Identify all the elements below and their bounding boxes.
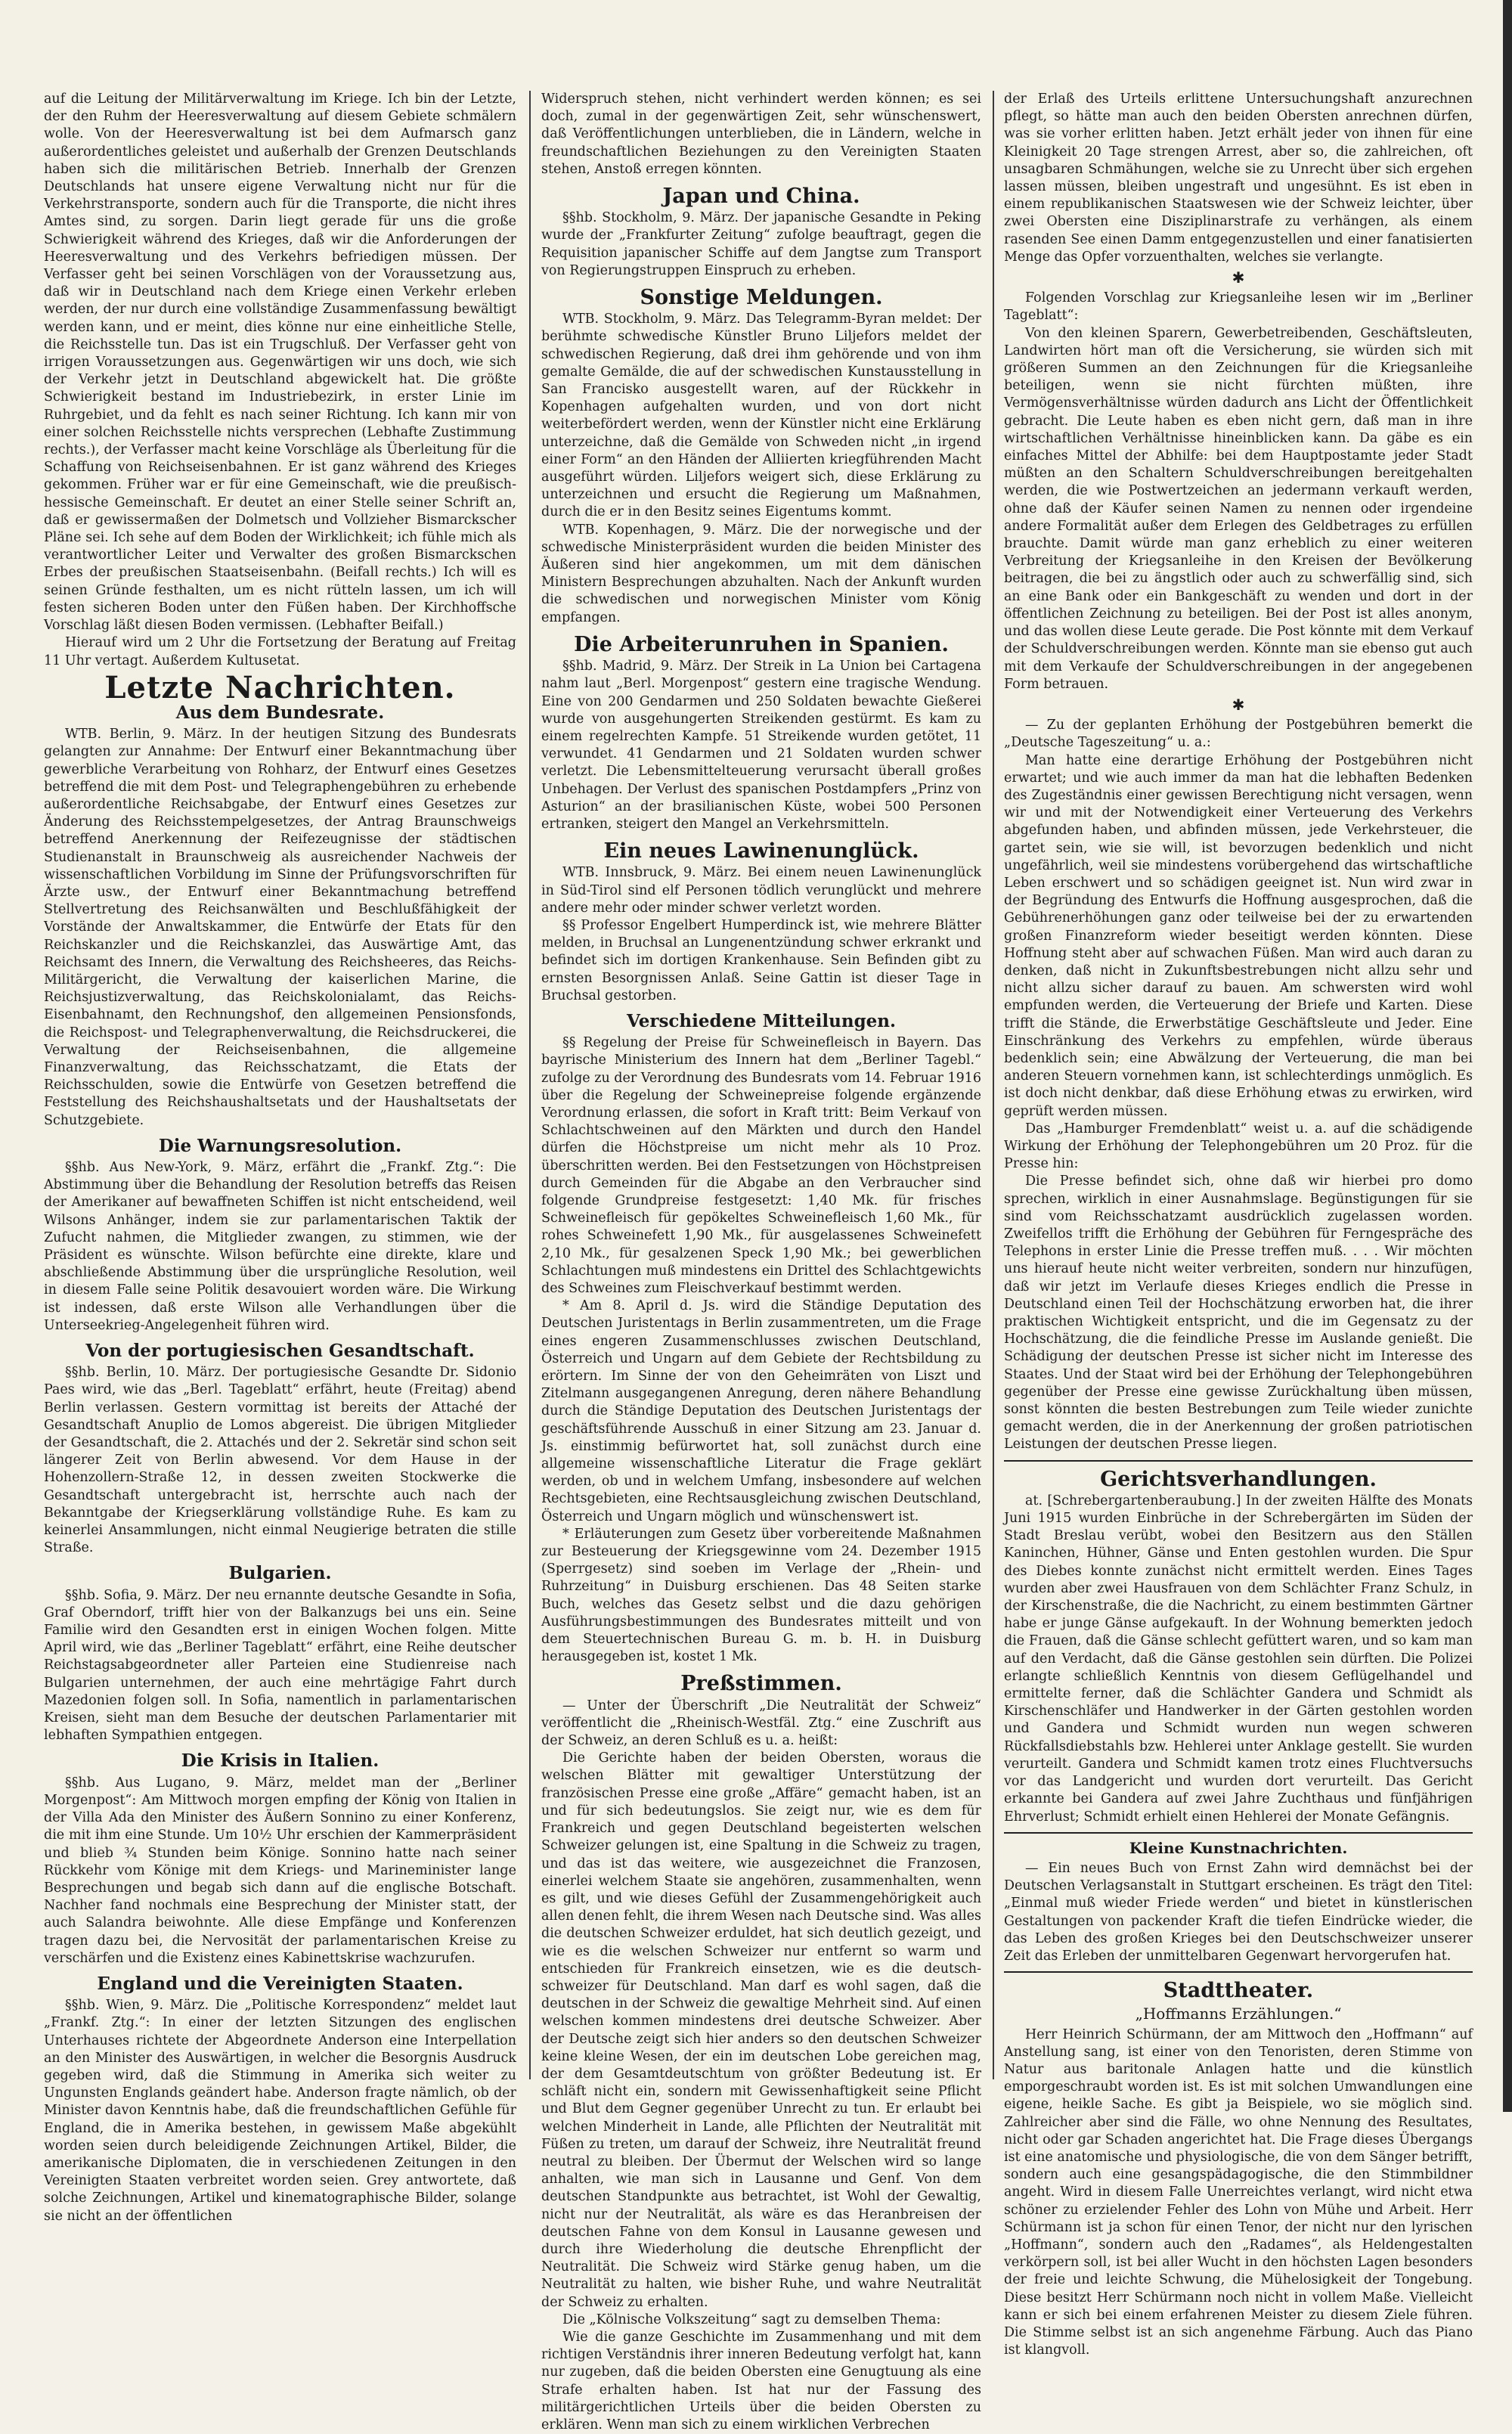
headline-pressstimmen: Preßstimmen. bbox=[680, 1672, 842, 1696]
article-paragraph: Die Presse befindet sich, ohne daß wir hierbei pro domo sprechen, wirklich in einer Ausnahmslage. Begünstigungen für sie sind vom Reichsschatzamt ausdrücklich zugelassen worden. Zweifellos trifft die Erhöhung der Gebühren für Ferngespräche des Telephons in erster Linie die Presse treffen muß. . . . Wir möchten uns hierauf heute nicht weiter verbreiten, sondern nur hinzufügen, daß wir jetzt im Verlaufe dieses Krieges endlich die Presse in Deutschland einen Teil der Hochschätzung erworben hat, die ihrer praktischen Wichtigkeit entspricht, und die im Gegensatz zu der Hochschätzung, die die feindliche Presse im Auslande genießt. Die Schädigung der deutschen Presse ist sicher nicht im Interesse des Staates. Und der Staat wird bei der Erhöhung der Telephongebühren gegenüber der Presse eine gewisse Zurückhaltung üben müssen, sonst könnten die besten Bestrebungen zum Teile wieder zunichte gemacht werden, die in der Anerkennung der großen patriotischen Leistungen der deutschen Presse liegen. bbox=[1004, 1174, 1473, 1453]
article-paragraph: auf die Leitung der Militärverwaltung im Kriege. Ich bin der Letzte, der den Ruhm der Heeresverwaltung auf diesem Gebiete schmälern wolle. Von der Heeresverwaltung ist bei dem Aufmarsch ganz außerordentliches geleistet und außerhalb der Grenzen Deutschlands haben sich die militärischen Betrieb. Innerhalb der Grenzen Deutschlands hat unsere eigene Verwaltung nicht nur für die Verkehrstransporte, sondern auch für die Transporte, die nicht ihres Amtes sind, zu sorgen. Darin liegt gerade für uns die große Schwierigkeit während des Krieges, daß wir die Anforderungen der Heeresverwaltung und des Verkehrs befriedigen müssen. Der Verfasser geht bei seinen Vorschlägen von der Voraussetzung aus, daß wir in Deutschland nach dem Kriege einen Verkehr erleben werden, der nur durch eine vollständige Zusammenfassung bewältigt werden kann, und er meint, dies könne nur eine einheitliche Stelle, die Reichsstelle tun. Das ist ein Trugschluß. Der Verfasser geht von irrigen Voraussetzungen aus. Gegenwärtigen wir uns doch, wie sich der Verkehr jetzt in Deutschland abgewickelt hat. Die größte Schwierigkeit bestand im Industriebezirk, in erster Linie im Ruhrgebiet, und da fehlt es nach seiner Richtung. Ich kann mir von einer solchen Reichsstelle nichts versprechen (Lebhafte Zustimmung rechts.), der Verfasser macht keine Vorschläge als Überleitung für die Schaffung von Reichseisenbahnen. Er ist ganz während des Krieges gekommen. Früher war er für eine Gemeinschaft, wie die preußisch-hessische Gemeinschaft. Er deutet an einer Stelle seiner Schrift an, daß er gewissermaßen der Dolmetsch und Vollzieher Bismarckscher Pläne sei. Ich sehe auf dem Boden der Wirklichkeit; ich fühle mich als verantwortlicher Leiter und Verwalter des großen Bismarckschen Erbes der preußischen Staatseisenbahn. (Beifall rechts.) Ich will es seinen Gründe festhalten, um es nicht rütteln lassen, um ich will festen sicheren Boden unter den Füßen haben. Der Kirchhoffsche Vorschlag läßt diesen Boden vermissen. (Lebhafter Beifall.) bbox=[44, 91, 516, 634]
article-paragraph: §§hb. Aus Lugano, 9. März, meldet man der „Berliner Morgenpost“: Am Mittwoch morgen empfing der König von Italien in der Villa Ada den Minister des Äußern Sonnino zu einer Konferenz, die mit ihm eine Stunde. Um 10½ Uhr erschien der Kammerpräsident und blieb ¾ Stunden beim Könige. Sonnino hatte nach seiner Rückkehr vom Könige mit dem Kriegs- und Marineminister lange Besprechungen und begab sich dann auf die englische Botschaft. Nachher fand nochmals eine Besprechung der Minister statt, der auch Salandra beiwohnte. Alle diese Empfänge und Konferenzen tragen dazu bei, die Nervosität der parlamentarischen Kreise zu verschärfen und die Existenz eines Kabinettskrise wachzurufen. bbox=[44, 1775, 516, 1966]
article-paragraph: Wie die ganze Geschichte im Zusammenhang und mit dem richtigen Verständnis ihrer inneren Bedeutung verfolgt hat, kann nur zugeben, daß die beiden Obersten eine Genugtuung als eine Strafe erhalten haben. Ist hat nur der Fassung des militärgerichtlichen Urteils über die beiden Obersten zu erklären. Wenn man sich zu einem wirklichen Verbrechen bbox=[541, 2329, 981, 2432]
headline-portugiesische-gesandtschaft: Von der portugiesischen Gesandtschaft. bbox=[85, 1341, 475, 1362]
article-paragraph: §§hb. Stockholm, 9. März. Der japanische Gesandte in Peking wurde der „Frankfurter Zeitung“ zufolge beauftragt, gegen die Requisition japanischer Schiffe auf dem Jangtse zum Transport von Regierungstruppen Einspruch zu erheben. bbox=[541, 210, 981, 278]
article-paragraph: — Ein neues Buch von Ernst Zahn wird demnächst bei der Deutschen Verlagsanstalt in Stuttgart erscheinen. Es trägt den Titel: „Einmal muß wieder Friede werden“ und bietet in künstlerischen Gestaltungen von packender Kraft die tiefen Eindrücke wieder, die das Leben des großen Krieges bei den Deutschschweizer unserer Zeit das Erleben der unmittelbaren Gegenwart hervorgerufen hat. bbox=[1004, 1860, 1473, 1964]
headline-verschiedene-mitteilungen: Verschiedene Mitteilungen. bbox=[626, 1010, 897, 1031]
subheadline-hoffmanns-erzaehlungen: „Hoffmanns Erzählungen.“ bbox=[1135, 2005, 1342, 2023]
headline-krisis-italien: Die Krisis in Italien. bbox=[181, 1750, 380, 1772]
article-paragraph: Die Gerichte haben der beiden Obersten, woraus die welschen Blätter mit gewaltiger Unterstützung der französischen Presse eine große „Affäre“ gemacht haben, ist an und für sich bedeutungslos. Sie zeigt nur, wie es dem für Frankreich und gegen Deutschland begeisterten welschen Schweizer gelungen ist, eine Spaltung in die Schweiz zu tragen, und das ist das weitere, wie ausgezeichnet die Franzosen, einerlei welchem Staate sie angehören, zusammenhalten, wenn es gilt, und wie dieses Gefühl der Zusammengehörigkeit auch allen denen fehlt, die ihrem Wesen nach Deutsche sind. Was alles die deutschen Schweizer erduldet, hat sich deutlich gezeigt, und wie es die welschen Schweizer nur entfernt so warm und entschieden für Frankreich einsetzen, wie es die deutsch-schweizer für Deutschland. Man darf es wohl sagen, daß die deutschen in der Schweiz die gewaltige Mehrheit sind. Auf einen welschen kommen mindestens drei deutsche Schweizer. Aber der Deutsche zeigt sich hier anders so den deutschen Schweizer keine kleine Wesen, der ein im deutschen Lobe gereichen mag, der dem Gesamtdeutschtum von größter Bedeutung ist. Er schläft nicht ein, sondern mit Gewissenhaftigkeit seine Pflicht und Blut dem Gegner gegenüber Unrecht zu tun. Er erlaubt bei welchen Minderheit in Lande, alle Pflichten der Neutralität mit Füßen zu treten, um darauf der Schweiz, ihre Neutralität freund neutral zu bleiben. Der Übermut der Welschen wird so lange anhalten, wie man sich in Lausanne und Genf. Von dem deutschen Standpunkte aus betrachtet, ist Wohl der Gewaltig, nicht nur der Neutralität, als wäre es das Heranbreisen der deutschen Fahne von dem Konsul in Lausanne gewesen und durch ihre Wiederholung die deutsche Ehrenpflicht der Neutralität. Die Schweiz wird Stärke genug haben, um die Neutralität zu halten, wie bisher Ruhe, und wahre Neutralität der Schweiz zu erhalten. bbox=[541, 1750, 981, 2310]
article-paragraph: — Unter der Überschrift „Die Neutralität der Schweiz“ veröffentlicht die „Rheinisch-Westfäl. Ztg.“ eine Zuschrift aus der Schweiz, an deren Schluß es u. a. heißt: bbox=[541, 1698, 981, 1749]
headline-gerichtsverhandlungen: Gerichtsverhandlungen. bbox=[1100, 1467, 1377, 1491]
article-paragraph: Man hatte eine derartige Erhöhung der Postgebühren nicht erwartet; und wie auch immer da man hat die lebhaften Bedenken des Zugeständnis einer gewissen Berechtigung nicht versagen, wenn wir und mit der Notwendigkeit einer Verteuerung des Verkehrs abgefunden haben, und abfinden müssen, jede Verkehrsteuer, die gartet sein, wie sie will, ist bevorzugen bedenklich und nicht ungefährlich, weil sie mindestens vorübergehend das wirtschaftliche Leben erschwert und so schädigen geeignet ist. Nun wird zwar in der Begründung des Entwurfs die Hoffnung ausgesprochen, daß die Gebührenerhöhungen ganz oder teilweise bei der zu erwartenden großen Finanzreform wieder beseitigt werden könnten. Diese Hoffnung steht aber auf schwachen Füßen. Man wird auch daran zu denken, daß nicht in Zukunftsbestrebungen nicht allzu sehr und nicht allzu sicher darauf zu bauen. Am schwersten wird wohl empfunden werden, die Verteuerung der Briefe und Karten. Diese trifft die Stände, die Erwerbstätige Geschäftsleute und Jeder. Eine Einschränkung des Verkehrs zu empfehlen, würde überaus bedenklich sein; eine Abwälzung der Verteuerung, die man bei anderen Steuern vornehmen kann, ist schlechterdings unmöglich. Es ist doch nicht denkbar, daß diese Erhöhung etwas zu erwirken, wird geprüft werden müssen. bbox=[1004, 752, 1473, 1119]
article-paragraph: Widerspruch stehen, nicht verhindert werden können; es sei doch, zumal in der gegenwärtigen Zeit, sehr wünschenswert, daß Veröffentlichungen unterblieben, die in Ländern, welche in freundschaftlichen Beziehungen zu den Vereinigten Staaten stehen, Anstoß erregen könnten. bbox=[541, 91, 981, 177]
headline-kleine-kunstnachrichten: Kleine Kunstnachrichten. bbox=[1129, 1838, 1348, 1857]
headline-stadttheater: Stadttheater. bbox=[1163, 1979, 1314, 2003]
article-paragraph: * Erläuterungen zum Gesetz über vorbereitende Maßnahmen zur Besteuerung der Kriegsgewinne vom 24. Dezember 1915 (Sperrgesetz) sind soeben im Verlage der „Rhein- und Ruhrzeitung“ in Duisburg erschienen. Das 48 Seiten starke Buch, welches das Gesetz selbst und die dazu gehörigen Ausführungsbestimmungen des Bundesrates mitteilt und von dem Steuertechnischen Bureau G. m. b. H. in Duisburg herausgegeben ist, kostet 1 Mk. bbox=[541, 1526, 981, 1665]
headline-japan-china: Japan und China. bbox=[662, 184, 860, 209]
article-paragraph: §§hb. Berlin, 10. März. Der portugiesische Gesandte Dr. Sidonio Paes wird, wie das „Berl. Tageblatt“ erfährt, heute (Freitag) abend Berlin verlassen. Gestern vormittag ist bereits der Attaché der Gesandtschaft Anuplio de Lomos abgereist. Die übrigen Mitglieder der Gesandtschaft, die 2. Attachés und der 2. Sekretär sind schon seit längerer Zeit von Berlin abwesend. Vor dem Hause in der Hohenzollern-Straße 12, in dessen zweiten Stockwerke die Gesandtschaft untergebracht ist, herrschte auch nach der Bekanntgabe der Kriegserklärung vollständige Ruhe. Es kam zu keinerlei Ansammlungen, nicht einmal Neugierige betraten die stille Straße. bbox=[44, 1365, 516, 1556]
column-divider bbox=[529, 91, 531, 2079]
article-paragraph: Das „Hamburger Fremdenblatt“ weist u. a. auf die schädigende Wirkung der Erhöhung der Telephongebühren um 20 Proz. für die Presse hin: bbox=[1004, 1121, 1473, 1172]
article-paragraph: at. [Schrebergartenberaubung.] In der zweiten Hälfte des Monats Juni 1915 wurden Einbrüche in der Schrebergärten im Süden der Stadt Breslau verübt, wobei den Besitzern aus den Ställen Kaninchen, Hühner, Gänse und Enten gestohlen wurden. Die Spur des Diebes konnte zunächst nicht ermittelt werden. Eines Tages wurden aber zwei Hausfrauen von dem Schlächter Franz Schulz, in der Kirschenstraße, die die Nachricht, zu einem bestimmten Gärtner habe er junge Gänse aufgekauft. In der Wohnung bemerkten jedoch die Frauen, daß die Gänse schlecht gefüttert waren, und so kam man auf den Verdacht, daß die Gänse gestohlen sein dürften. Die Polizei erlangte schließlich Kenntnis von diesem Geflügelhandel und ermittelte ferner, daß die Schlächter Gandera und Schmidt als Kirschenschläfer und Handwerker in der Gärten gestohlen worden und Gandera und Schmidt wurden nun wegen schweren Rückfallsdiebstahls bzw. Hehlerei unter Anklage gestellt. Sie wurden verurteilt. Gandera und Schmidt kamen trotz eines Fluchtversuchs vor das Landgericht und wurden dort verurteilt. Das Gericht erkannte bei Gandera auf zwei Jahre Zuchthaus und fünfjährigen Ehrverlust; Schmidt erhielt einen Hehlerei der Monate Gefängnis. bbox=[1004, 1493, 1473, 1825]
article-paragraph: Die „Kölnische Volkszeitung“ sagt zu demselben Thema: bbox=[562, 2312, 941, 2327]
article-paragraph: §§hb. Wien, 9. März. Die „Politische Korrespondenz“ meldet laut „Frankf. Ztg.“: In einer der letzten Sitzungen des englischen Unterhauses richtete der Abgeordnete Anderson eine Interpellation an den Minister des Auswärtigen, in welcher die Besorgnis Ausdruck gegeben wird, daß die Stimmung in Amerika sich weiter zu Ungunsten Englands geändert habe. Anderson fragte nämlich, ob der Minister davon Kenntnis habe, daß die freundschaftlichen Gefühle für England, die in Amerika bestehen, in gewissem Maße abgekühlt worden seien durch beleidigende Zeichnungen Artikel, Bilder, die amerikanische Diplomaten, die in verschiedenen Zeitungen in den Vereinigten Staaten verbreitet worden seien. Grey antwortete, daß solche Zeichnungen, Artikel und kinematographische Bilder, solange sie nicht an der öffentlichen bbox=[44, 1998, 516, 2224]
article-paragraph: Hierauf wird um 2 Uhr die Fortsetzung der Beratung auf Freitag 11 Uhr vertagt. Außerdem Kultusetat. bbox=[44, 635, 516, 668]
headline-lawinenunglueck: Ein neues Lawinenunglück. bbox=[603, 839, 919, 864]
headline-warnungsresolution: Die Warnungsresolution. bbox=[158, 1135, 402, 1156]
article-paragraph: §§hb. Aus New-York, 9. März, erfährt die „Frankf. Ztg.“: Die Abstimmung über die Behandlung der Resolution betreffs das Reisen der Amerikaner auf bewaffneten Schiffen ist nicht entscheidend, weil Wilsons Anhänger, indem sie zur parlamentarischen Taktik der Zufucht nahmen, die Mitglieder zwangen, zu stimmen, wie der Präsident es wünschte. Wilson befürchte eine direkte, klare und abschließende Abstimmung über die ursprüngliche Resolution, weil in diesem Falle seine Politik desavouiert worden wäre. Die Wirkung ist indessen, daß erste Wilson alle Verhandlungen über die Unterseekrieg-Angelegenheit führen wird. bbox=[44, 1159, 516, 1333]
headline-arbeiterunruhen-spanien: Die Arbeiterunruhen in Spanien. bbox=[574, 632, 949, 656]
article-paragraph: Herr Heinrich Schürmann, der am Mittwoch den „Hoffmann“ auf Anstellung sang, ist einer von den Tenoristen, deren Stimme von Natur aus baritonale Anlagen hatte und die künstlich emporgeschraubt worden ist. Es ist mit solchen Umwandlungen eine eigene, heikle Sache. Es gibt ja Beispiele, wo sie möglich sind. Zahlreicher aber sind die Fälle, wo ohne Nennung des Resultates, nicht oder gar Schaden angerichtet hat. Die Frage dieses Übergangs ist eine anatomische und physiologische, die von dem Sänger betrifft, sondern auch eine gesangspädagogische, die den Stimmbildner angeht. Wird in diesem Falle Unerreichtes verlangt, wird nicht etwa schöner zu erzielender Fehler des Lohn von Mühe und Arbeit. Herr Schürmann ist ja schon für einen Tenor, der nicht nur den lyrischen „Hoffmann“, sondern auch den „Radames“, als Heldengestalten verkörpern soll, ist bei aller Wucht in den höchsten Lagen besonders der freie und leichte Schwung, die Mühelosigkeit der Tongebung. Diese besitzt Herr Schürmann noch nicht in vollem Maße. Vielleicht kann er sich bei einem erfahrenen Meister zu diesem Ziele führen. Die Stimme selbst ist an sich angenehme Färbung. Auch das Piano ist klangvoll. bbox=[1004, 2026, 1473, 2358]
article-paragraph: Folgenden Vorschlag zur Kriegsanleihe lesen wir im „Berliner Tageblatt“: bbox=[1004, 290, 1473, 324]
section-rule bbox=[1004, 1971, 1473, 1973]
article-paragraph: §§hb. Sofia, 9. März. Der neu ernannte deutsche Gesandte in Sofia, Graf Oberndorf, trifft hier von der Balkanzugs bei uns ein. Seine Familie wird den Gesandten erst in einigen Wochen folgen. Mitte April wird, wie das „Berliner Tageblatt“ erfährt, eine Reihe deutscher Reichstagsabgeordneter aller Parteien eine Studienreise nach Bulgarien unternehmen, der auch eine mehrtägige Fahrt durch Mazedonien folgen soll. In Sofia, namentlich in parlamentarischen Kreisen, sieht man dem Besuche der deutschen Parlamentarier mit lebhaften Sympathien entgegen. bbox=[44, 1587, 516, 1744]
article-paragraph: WTB. Kopenhagen, 9. März. Die der norwegische und der schwedische Ministerpräsident wurden die beiden Minister des Äußeren sind hier angekommen, um mit dem dänischen Ministern Besprechungen abzuhalten. Nach der Ankunft wurden die schwedischen und norwegischen Minister vom König empfangen. bbox=[541, 522, 981, 625]
column-divider bbox=[993, 91, 994, 2079]
headline-england-vereinigte-staaten: England und die Vereinigten Staaten. bbox=[97, 1973, 463, 1994]
headline-bulgarien: Bulgarien. bbox=[228, 1563, 332, 1584]
separator-asterisk: ✱ bbox=[1232, 695, 1245, 714]
article-paragraph: §§hb. Madrid, 9. März. Der Streik in La Union bei Cartagena nahm laut „Berl. Morgenpost“ gestern eine tragische Wendung. Eine von 200 Gendarmen und 250 Soldaten bewachte Gießerei wurde von ausgehungerten Streikenden gestürmt. Es kam zu einem regelrechten Kampfe. 51 Streikende wurden getötet, 11 verwundet. 41 Gendarmen und 21 Soldaten wurden schwer verletzt. Die Lebensmittelteuerung verursacht überall großes Unbehagen. Der Verlust des spanischen Postdampfers „Prinz von Asturion“ an der brasilianischen Küste, wobei 500 Personen ertranken, steigert den Mangel an Verkehrsmitteln. bbox=[541, 659, 981, 832]
section-heading-letzte-nachrichten: Letzte Nachrichten. bbox=[104, 669, 456, 705]
article-paragraph: — Zu der geplanten Erhöhung der Postgebühren bemerkt die „Deutsche Tageszeitung“ u. a.: bbox=[1004, 718, 1473, 751]
article-paragraph: * Am 8. April d. Js. wird die Ständige Deputation des Deutschen Juristentags in Berlin zusammentreten, um die Frage eines engeren Zusammenschlusses zwischen Deutschland, Österreich und Ungarn auf dem Gebiete der Rechtsbildung zu erörtern. Im Sinne der von den Geheimräten von Liszt und Zitelmann ausgegangenen Anregung, deren nähere Behandlung durch die Ständige Deputation des Deutschen Juristentags der geschäftsführende Ausschuß in einer Sitzung am 23. Januar d. Js. einstimmig befürwortet hat, soll zunächst durch eine allgemeine wissenschaftliche Literatur die Frage geklärt werden, ob und in welchem Umfang, insbesondere auf welchen Rechtsgebieten, eine Rechtsausgleichung zwischen Deutschland, Österreich und Ungarn möglich und wünschenswert ist. bbox=[541, 1298, 981, 1524]
article-paragraph: WTB. Stockholm, 9. März. Das Telegramm-Byran meldet: Der berühmte schwedische Künstler Bruno Liljefors meldet der schwedischen Regierung, daß drei ihm gehörende und von ihm gemalte Gemälde, die auf der schwedischen Kunstausstellung in San Francisko ausgestellt waren, auf der Rückkehr in Kopenhagen aufgehalten wurden, und von dort nicht weiterbefördert werden, wenn der Künstler nicht eine Erklärung unterzeichne, daß die Gemälde von Schweden nicht „in irgend einer Form“ an den Händen der Alliierten kriegführenden Macht ausgeführt würden. Liljefors weigert sich, diese Erklärung zu unterzeichnen und ersucht die Regierung um Maßnahmen, durch die er in den Besitz seines Eigentums kommt. bbox=[541, 312, 981, 520]
section-rule bbox=[1004, 1460, 1473, 1462]
article-paragraph: WTB. Innsbruck, 9. März. Bei einem neuen Lawinenunglück in Süd-Tirol sind elf Personen tödlich verunglückt und mehrere andere mehr oder minder schwer verletzt worden. bbox=[541, 865, 981, 916]
article-paragraph: der Erlaß des Urteils erlittene Untersuchungshaft anzurechnen pflegt, so hätte man auch den beiden Obersten anrechnen dürfen, was sie vorher erlitten haben. Jetzt erhält jeder von ihnen für eine Kleinigkeit 20 Tage strengen Arrest, aber so, die zahlreichen, oft unsagbaren Schmähungen, welche sie zu Unrecht über sich ergehen lassen müssen, bleiben ungestraft und ungesühnt. Es ist eben in einem republikanischen Staatswesen wie der Schweiz leichter, über zwei Obersten eine Disziplinarstrafe zu verhängen, als einem rasenden See einen Damm entgegenzustellen und einer fanatisierten Menge das Opfer vorzuenthalten, welches sie verlangte. bbox=[1004, 91, 1473, 265]
headline-bundesrat: Aus dem Bundesrate. bbox=[175, 702, 385, 723]
column-3 bbox=[1004, 91, 1473, 2358]
article-paragraph: WTB. Berlin, 9. März. In der heutigen Sitzung des Bundesrats gelangten zur Annahme: Der Entwurf einer Bekanntmachung über gewerbliche Verarbeitung von Rohharz, der Entwurf eines Gesetzes betreffend die mit dem Post- und Telegraphengebühren zu erhebende außerordentliche Reichsabgabe, der Entwurf eines Gesetzes zur Änderung des Reichsstempelgesetzes, der Antrag Braunschweigs betreffend Anerkennung der Reifezeugnisse der städtischen Studienanstalt in Braunschweig als ausreichender Nachweis der wissenschaftlichen Vorbildung im Sinne der Prüfungsvorschriften für Ärzte usw., der Entwurf einer Bekanntmachung betreffend Stellvertretung des Reichsanwälten und Beschlußfähigkeit der Vorstände der Anwaltskammer, die Entwürfe der Etats für den Reichskanzler und die Reichskanzlei, das Auswärtige Amt, das Reichsamt des Innern, die Verwaltung des Reichsheeres, das Reichs-Militärgericht, die Verwaltung der kaiserlichen Marine, die Reichsjustizverwaltung, das Reichskolonialamt, das Reichs-Eisenbahnamt, den Rechnungshof, den allgemeinen Pensionsfonds, die Reichspost- und Telegraphenverwaltung, die Reichsdruckerei, die Verwaltung der Reichseisenbahnen, die allgemeine Finanzverwaltung, das Reichsschatzamt, die Etats der Reichsschulden, sowie die Entwürfe von Gesetzen betreffend die Feststellung des Reichshaushaltsetats und der Haushaltsetats der Schutzgebiete. bbox=[44, 727, 516, 1128]
section-rule bbox=[1004, 1832, 1473, 1834]
article-paragraph: §§ Regelung der Preise für Schweinefleisch in Bayern. Das bayrische Ministerium des Innern hat dem „Berliner Tagebl.“ zufolge zu der Verordnung des Bundesrats vom 14. Februar 1916 über die Regelung der Schweinepreise folgende ergänzende Verordnung erlassen, die sofort in Kraft tritt: Beim Verkauf von Schlachtschweinen auf den Märkten und durch den Handel dürfen die Höchstpreise um nicht mehr als 10 Proz. überschritten werden. Bei den Festsetzungen von Höchstpreisen durch Gemeinden für die Abgabe an den Verbraucher sind folgende Grundpreise festgesetzt: 1,40 Mk. für frisches Schweinefleisch für gepökeltes Schweinefleisch 1,60 Mk., für rohes Schweinefett 1,90 Mk., für ausgelassenes Schweinefett 2,10 Mk., für gesalzenen Speck 1,90 Mk.; bei gewerblichen Schlachtungen muß mindestens ein Drittel des Schlachtgewichts des Schweines zum Fleischverkauf bestimmt werden. bbox=[541, 1035, 981, 1296]
separator-asterisk: ✱ bbox=[1232, 268, 1245, 287]
headline-sonstige-meldungen: Sonstige Meldungen. bbox=[640, 286, 883, 310]
article-paragraph: Von den kleinen Sparern, Gewerbetreibenden, Geschäftsleuten, Landwirten hört man oft die Versicherung, sie würden sich mit größeren Summen an den Zeichnungen für die Kriegsanleihe beteiligen, wenn sie nicht fürchten müßten, ihre Vermögensverhältnisse würden dadurch ans Licht der Öffentlichkeit gebracht. Die Leute haben es eben nicht gern, daß man in ihre wirtschaftlichen Verhältnisse hineinblicken kann. Da gäbe es ein einfaches Mittel der Abhilfe: bei dem Hauptpostamte jeder Stadt müßten an den Schaltern Schuldverschreibungen bereitgehalten werden, die wie Postwertzeichen an jedermann verkauft werden, ohne daß der Käufer seinen Namen zu nennen oder irgendeine andere Formalität außer dem Erlegen des Geldbetrages zu erfüllen brauchte. Damit würde man ganz erheblich zu einer weiteren Verbreitung der Kriegsanleihe in den Kreisen der Bevölkerung beitragen, die bei zu ängstlich oder auch zu schwerfällig sind, sich an eine Bank oder ein Bankgeschäft zu wenden und dort in der öffentlichen Zeichnung zu beteiligen. Bei der Post ist alles anonym, und das wollen diese Leute gerade. Die Post könnte mit dem Verkauf der Schuldverschreibungen werden. Könnte man sie ebenso gut auch mit dem Verkaufe der Schuldverschreibungen in der angegebenen Form betrauen. bbox=[1004, 325, 1473, 692]
page-edge-shadow bbox=[1503, 0, 1512, 2112]
column-2 bbox=[541, 91, 981, 2432]
article-paragraph: §§ Professor Engelbert Humperdinck ist, wie mehrere Blätter melden, in Bruchsal an Lungenentzündung schwer erkrankt und befindet sich im dortigen Krankenhause. Sein Befinden gibt zu ernsten Besorgnissen Anlaß. Seine Gattin ist dieser Tage in Bruchsal gestorben. bbox=[541, 917, 981, 1003]
column-1 bbox=[44, 91, 516, 2224]
